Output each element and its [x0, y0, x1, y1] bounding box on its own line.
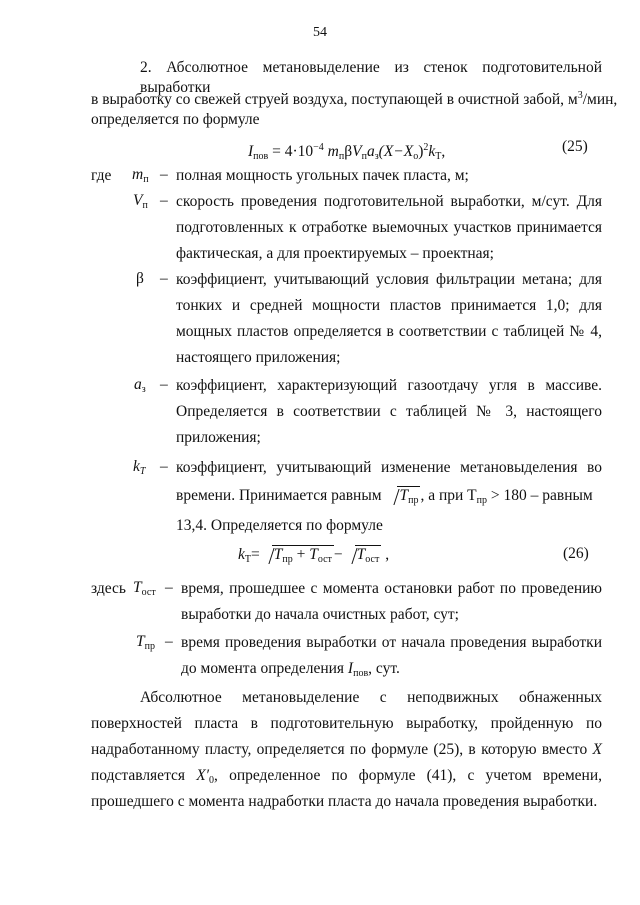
def-a-line-3: приложения;: [176, 429, 261, 446]
final-line-5: прошедшего с момента надработки пласта до начала проведения выработки.: [91, 793, 598, 810]
formula-25: [248, 138, 445, 167]
symbol-a-sub: з: [141, 384, 146, 395]
formula-25-lhs-sub: пов: [253, 151, 269, 162]
def-k-line-2-cond: , а при T: [420, 487, 477, 504]
dash: –: [165, 633, 173, 650]
formula-25-k-sub: T: [435, 151, 442, 162]
formula-25-comma: ,: [441, 143, 446, 160]
symbol-k-t: [133, 458, 145, 477]
symbol-t-sub: ост: [141, 587, 156, 598]
intro-line-2: [91, 86, 618, 110]
dash: –: [160, 376, 168, 393]
formula-26-sqrt-1: [262, 545, 334, 570]
formula-26: [238, 545, 389, 570]
formula-25-exponent: −4: [313, 142, 324, 153]
intro-line-1: 2. Абсолютное метановыделение из стенок подготовительной выработки: [140, 59, 602, 96]
intro-line-2-text: в выработку со свежей струей воздуха, поступающей в очистной забой, м: [91, 91, 578, 108]
def-k-line-3: 13,4. Определяется по формуле: [176, 517, 383, 534]
symbol-t: T: [133, 579, 142, 596]
def-v-line-3: фактическая, а для проектируемых – проектная;: [176, 245, 494, 262]
sqrt-t-pr: [387, 486, 420, 511]
def-a-line-1: коэффициент, характеризующий газоотдачу угля в массиве.: [176, 377, 602, 394]
unit-superscript: 3: [577, 90, 583, 101]
def-t-pr-line-2-i: I: [347, 660, 354, 677]
symbol-k: k: [133, 458, 140, 475]
formula-25-x: (X−X: [378, 143, 414, 160]
symbol-m-sub: п: [143, 174, 149, 185]
def-t-pr-line-1: время проведения выработки от начала проведения выработки: [181, 634, 602, 651]
formula-26-t-ost-2: T: [356, 546, 366, 563]
symbol-k-sub: T: [139, 466, 146, 477]
def-t-ost-line-1: время, прошедшее с момента остановки работ по проведению: [181, 580, 602, 597]
formula-26-sqrt-2: [345, 545, 382, 570]
intro-line-2-unit: /мин,: [582, 91, 618, 108]
final-line-4-text: подставляется: [91, 767, 197, 784]
def-t-ost-line-2: выработки до начала очистных работ, сут;: [181, 606, 459, 623]
formula-26-minus: −: [333, 546, 343, 563]
def-t-pr-line-2: [181, 659, 400, 684]
formula-25-v: V: [352, 143, 362, 160]
def-t-pr-line-2-i-sub: пов: [353, 668, 369, 679]
def-t-pr-line-2-end: , сут.: [368, 660, 400, 677]
def-k-line-1: коэффициент, учитывающий изменение метановыделения во: [176, 459, 602, 476]
symbol-t2-sub: пр: [144, 641, 155, 652]
formula-26-t-ost-2-sub: ост: [365, 554, 380, 565]
where-label: где: [91, 167, 112, 184]
dash: –: [160, 458, 168, 475]
dash: –: [160, 270, 168, 287]
def-k-line-2-end: > 180 – равным: [487, 487, 593, 504]
formula-26-t-ost: T: [309, 546, 318, 563]
formula-25-v-sub: п: [361, 151, 367, 162]
final-line-3-text: надработанному пласту, определяется по формуле (25), в которую вместо: [91, 741, 593, 758]
final-line-3-x: X: [592, 741, 602, 758]
final-line-4-x-sub: 0: [209, 775, 215, 786]
formula-26-lhs: k: [238, 546, 245, 563]
dash: –: [165, 579, 173, 596]
symbol-t2: T: [136, 633, 145, 650]
dash: –: [160, 192, 168, 209]
final-line-4-end: , определенное по формуле (41), с учетом времени,: [214, 767, 602, 784]
equation-number-26: (26): [563, 545, 589, 562]
final-line-2: поверхностей пласта в подготовительную выработку, пройденную по: [91, 715, 602, 732]
formula-26-plus: +: [292, 546, 310, 563]
formula-25-square: 2: [423, 142, 429, 153]
def-a-line-2: Определяется в соответствии с таблицей № 3, настоящего: [176, 403, 602, 420]
final-line-1: Абсолютное метановыделение с неподвижных обнаженных: [140, 689, 602, 706]
final-line-4-x: X′: [196, 767, 210, 784]
formula-26-t-ost-sub: ост: [317, 554, 332, 565]
def-v-line-2: подготовленных к отработке выемочных участков принимается: [176, 219, 602, 236]
formula-25-x-sub: о: [413, 151, 419, 162]
def-k-line-2-cond-sub: пр: [476, 495, 487, 506]
formula-25-beta: β: [344, 143, 353, 160]
formula-25-a-sub: з: [374, 151, 379, 162]
formula-25-m: m: [323, 143, 339, 160]
symbol-m: m: [132, 166, 144, 183]
sqrt-radicand: [397, 486, 420, 504]
intro-line-3: определяется по формуле: [91, 111, 260, 128]
page-number: 54: [313, 25, 327, 40]
symbol-a: a: [134, 376, 142, 393]
symbol-t-pr: [136, 633, 155, 652]
formula-25-lhs: I: [248, 143, 254, 160]
formula-26-radicand-2: [355, 545, 382, 563]
formula-26-t-pr: T: [273, 546, 283, 563]
def-beta-line-2: тонких и средней мощности пластов принимается 1,0; для: [176, 297, 602, 314]
symbol-beta: β: [136, 270, 144, 287]
equation-number-25: (25): [562, 138, 588, 155]
def-v-line-1: скорость проведения подготовительной выработки, м/сут. Для: [176, 193, 602, 210]
def-beta-line-4: настоящего приложения;: [176, 349, 341, 366]
final-line-3: [91, 740, 602, 760]
formula-25-coefficient: = 4·10: [268, 143, 314, 160]
symbol-v-sub: п: [142, 200, 148, 211]
formula-26-comma: ,: [381, 546, 390, 563]
formula-26-lhs-sub: T: [244, 554, 251, 565]
dash: –: [160, 166, 168, 183]
symbol-a-z: [134, 376, 146, 395]
formula-26-equals: =: [251, 546, 260, 563]
def-beta-line-1: коэффициент, учитывающий условия фильтрации метана; для: [176, 271, 602, 288]
formula-26-t-pr-sub: пр: [282, 554, 293, 565]
symbol-v-p: [133, 192, 148, 211]
here-label: здесь: [91, 580, 126, 597]
def-k-line-2-text: времени. Принимается равным: [176, 487, 382, 504]
sqrt-t: T: [399, 487, 409, 504]
formula-25-m-sub: п: [338, 151, 345, 162]
symbol-v: V: [133, 192, 143, 209]
symbol-t-ost: [133, 579, 156, 598]
final-line-4: [91, 766, 602, 791]
symbol-m-p: [132, 166, 149, 185]
def-k-line-2: [176, 486, 602, 511]
def-beta-line-3: мощных пластов определяется в соответствии с таблицей № 4,: [176, 323, 602, 340]
def-t-pr-line-2-text: до момента определения: [181, 660, 348, 677]
def-m-line-1: полная мощность угольных пачек пласта, м;: [176, 167, 469, 184]
formula-25-k: k: [428, 143, 436, 160]
sqrt-t-sub: пр: [408, 495, 419, 506]
formula-25-paren: ): [418, 143, 424, 160]
formula-26-radicand-1: [272, 545, 334, 563]
formula-25-a: a: [366, 143, 375, 160]
